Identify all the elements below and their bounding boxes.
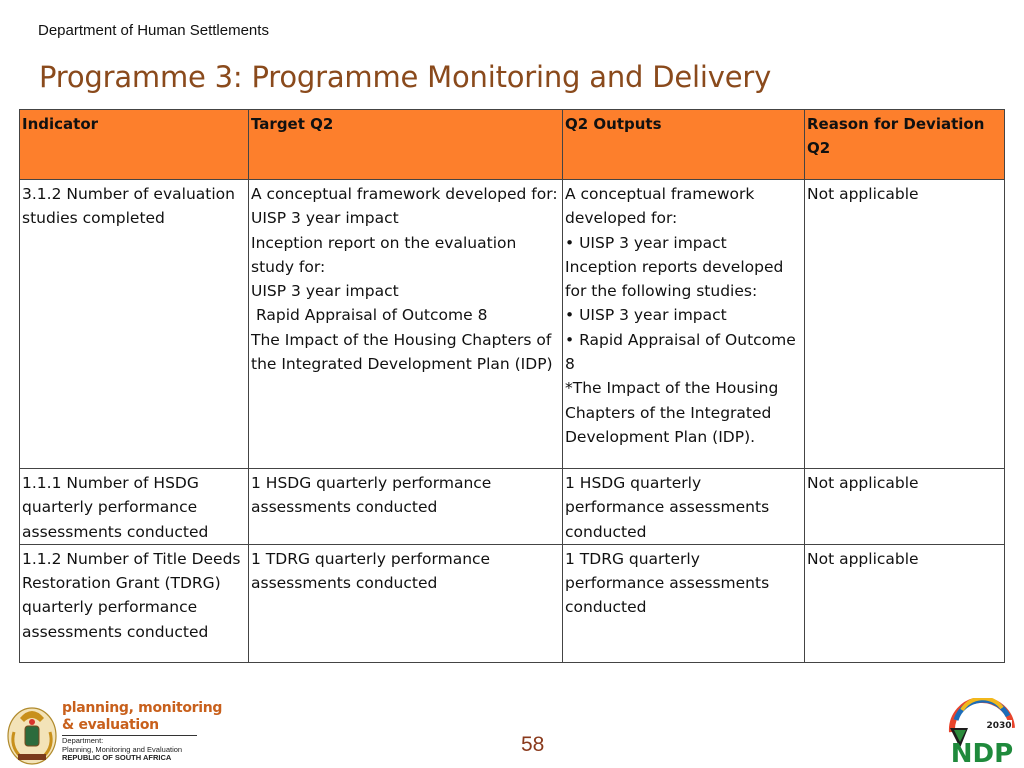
- indicator-cell: 3.1.2 Number of evaluation studies completed: [20, 180, 249, 469]
- target-cell: [249, 544, 563, 662]
- cell-line: The Impact of the Housing Chapters of the Integrated Development Plan (IDP): [251, 330, 557, 374]
- department-name: Department of Human Settlements: [38, 22, 269, 39]
- table-row: [20, 469, 1005, 545]
- pme-country: REPUBLIC OF SOUTH AFRICA: [62, 753, 172, 762]
- cell-line: Inception reports developed for the following studies:: [565, 257, 789, 301]
- ndp-year: 2030: [986, 721, 1012, 731]
- page-number: 58: [521, 733, 545, 756]
- reason-cell: Not applicable: [805, 469, 1005, 545]
- column-header-indicator: Indicator: [20, 110, 249, 180]
- pme-department-label: [62, 737, 182, 763]
- indicator-cell: 1.1.2 Number of Title Deeds Restoration Grant (TDRG) quarterly performance assessments conducted: [20, 544, 249, 662]
- ndp-logo-icon: [946, 698, 1018, 766]
- column-header-target: Target Q2: [249, 110, 563, 180]
- reason-cell: Not applicable: [805, 180, 1005, 469]
- reason-cell: Not applicable: [805, 544, 1005, 662]
- cell-line: Inception report on the evaluation study for:: [251, 233, 522, 276]
- outputs-cell: [563, 544, 805, 662]
- pme-dept: Department:: [62, 736, 104, 745]
- outputs-cell: [563, 180, 805, 469]
- pme-dept-name: Planning, Monitoring and Evaluation: [62, 744, 183, 754]
- cell-line: *The Impact of the Housing Chapters of the Integrated Development Plan (IDP).: [565, 379, 784, 446]
- outputs-cell: [563, 469, 805, 545]
- column-header-reason: Reason for Deviation Q2: [805, 110, 1005, 180]
- cell-line: 1 TDRG quarterly performance assessments conducted: [565, 549, 775, 617]
- table-row: [20, 180, 1005, 469]
- cell-line: Rapid Appraisal of Outcome 8: [251, 306, 488, 325]
- cell-line: A conceptual framework developed for:: [565, 185, 760, 228]
- cell-line: A conceptual framework developed for: UISP 3 year impact: [251, 185, 563, 228]
- indicator-table: [19, 109, 1005, 663]
- indicator-cell: 1.1.1 Number of HSDG quarterly performance assessments conducted: [20, 469, 249, 545]
- cell-line: UISP 3 year impact: [251, 282, 399, 301]
- ndp-text: NDP: [950, 739, 1014, 766]
- target-cell: [249, 469, 563, 545]
- cell-line: • UISP 3 year impact: [565, 233, 727, 252]
- cell-line: • UISP 3 year impact: [565, 306, 727, 325]
- column-header-outputs: Q2 Outputs: [563, 110, 805, 180]
- pme-line1: planning, monitoring: [62, 700, 223, 716]
- coat-of-arms-icon: [2, 698, 62, 768]
- target-cell: [249, 180, 563, 469]
- cell-line: 1 TDRG quarterly performance assessments conducted: [251, 549, 496, 593]
- cell-line: 1 HSDG quarterly performance assessments conducted: [251, 474, 497, 517]
- table-row: [20, 544, 1005, 662]
- page-title: Programme 3: Programme Monitoring and Delivery: [39, 60, 772, 94]
- pme-line2: & evaluation: [62, 717, 159, 733]
- table-header-row: [20, 110, 1005, 180]
- cell-line: • Rapid Appraisal of Outcome 8: [565, 330, 801, 374]
- pme-logo-text: [62, 700, 222, 734]
- cell-line: 1 HSDG quarterly performance assessments conducted: [565, 474, 775, 541]
